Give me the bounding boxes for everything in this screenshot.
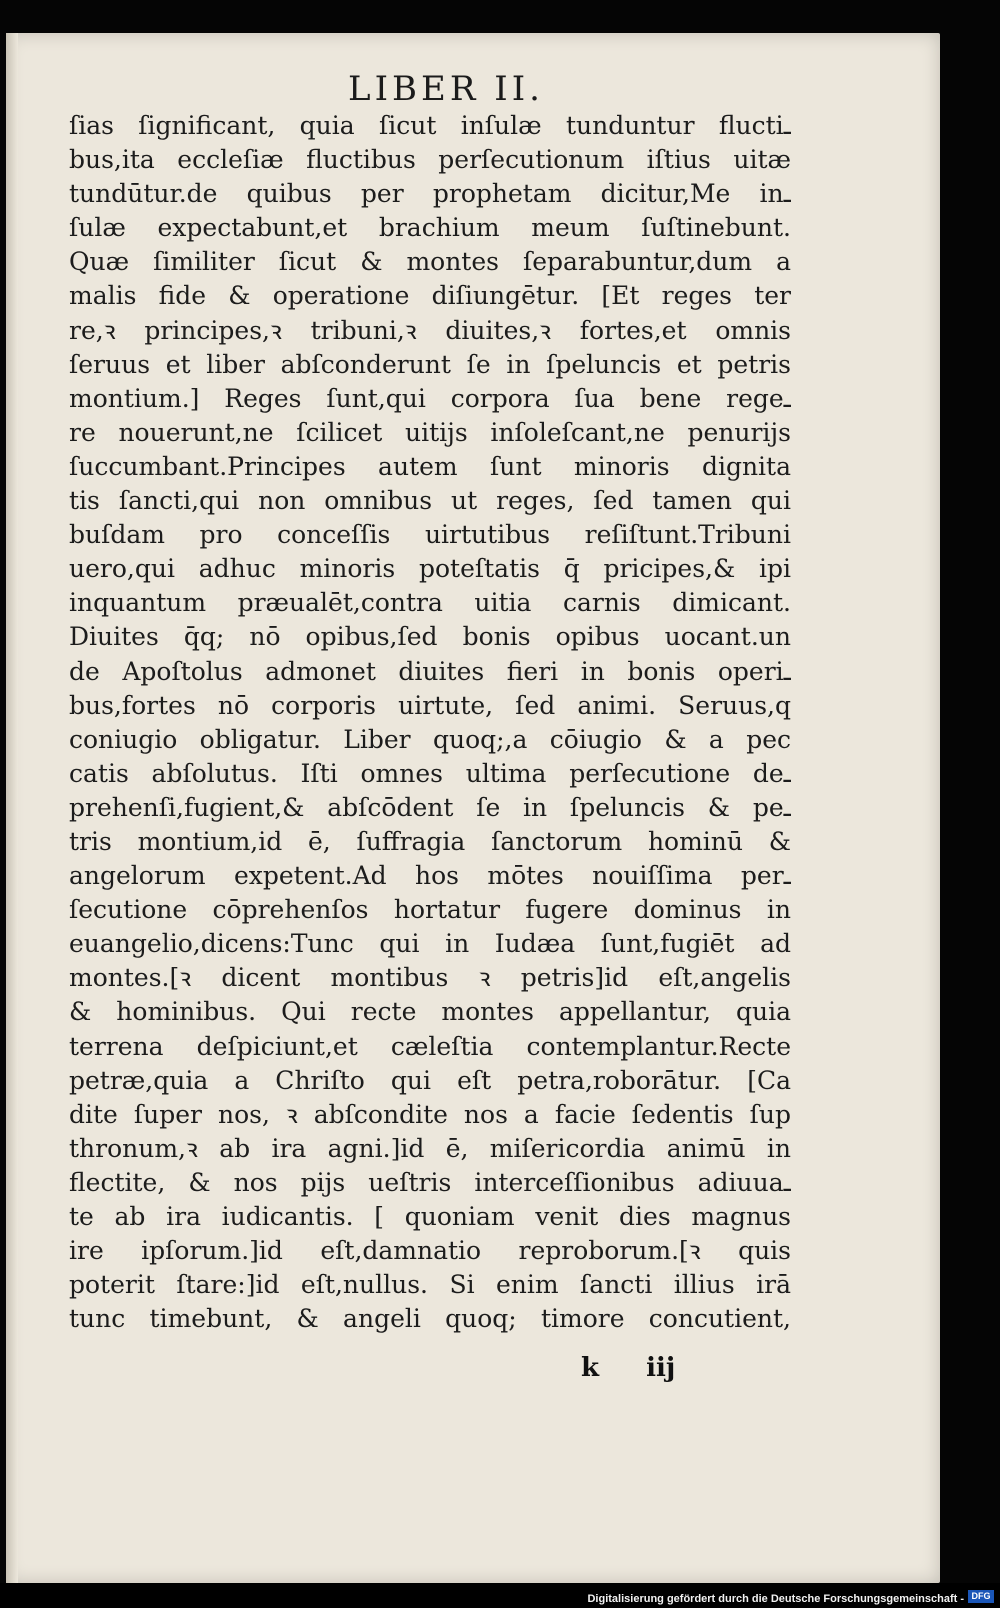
text-line: uero,qui adhuc minoris poteſtatis q̄ pricipes,& ipi <box>69 554 791 584</box>
text-line: thronum,ꝛ ab ira agni.]id ē, miſericordia animū in <box>69 1133 791 1163</box>
text-line: tis ſancti,qui non omnibus ut reges, ſed tamen qui <box>69 486 791 516</box>
text-line: Quæ ſimiliter ſicut & montes ſeparabuntur,dum a <box>69 247 791 277</box>
text-line: & hominibus. Qui recte montes appellantur, quia <box>69 997 791 1027</box>
text-line: ire ipſorum.]id eſt,damnatio reproborum.[ꝛ quis <box>69 1236 791 1266</box>
text-line: petræ,quia a Chriſto qui eſt petra,roborātur. [Ca <box>69 1065 791 1095</box>
signature-mark: k iij <box>581 1353 676 1383</box>
text-line: prehenſi,fugient,& abſcōdent ſe in ſpeluncis & peـ <box>69 792 791 822</box>
text-line: malis fide & operatione diſiungētur. [Et reges ter <box>69 281 791 311</box>
text-line: flectite, & nos pijs ueſtris interceſſionibus adiuuaـ <box>69 1167 791 1197</box>
text-line: catis abſolutus. Iſti omnes ultima perſecutione deـ <box>69 758 791 788</box>
text-line: bus,fortes nō corporis uirtute, ſed animi. Seruus,q <box>69 690 791 720</box>
text-line: tunc timebunt, & angeli quoq; timore concutient, <box>69 1304 791 1334</box>
text-line: montium.] Reges ſunt,qui corpora ſua bene regeـ <box>69 383 791 413</box>
footer-bar <box>0 1583 1000 1608</box>
text-block <box>69 109 791 1336</box>
text-line: bus,ita eccleſiæ fluctibus perſecutionum iſtius uitæ <box>69 145 791 175</box>
text-line: re nouerunt,ne ſcilicet uitijs inſoleſcant,ne penurijs <box>69 417 791 447</box>
text-line: te ab ira iudicantis. [ quoniam venit dies magnus <box>69 1202 791 1231</box>
text-line: ſuccumbant.Principes autem ſunt minoris dignita <box>69 451 791 481</box>
text-line: ſulæ expectabunt,et brachium meum ſuſtinebunt. <box>69 213 791 243</box>
text-line: ſecutione cōprehenſos hortatur fugere dominus in <box>69 895 791 925</box>
text-line: angelorum expetent.Ad hos mōtes nouiſſima perـ <box>69 861 791 891</box>
text-line: inquantum præualēt,contra uitia carnis dimicant. <box>69 588 791 618</box>
text-line: tundūtur.de quibus per prophetam dicitur,Me inـ <box>69 179 791 209</box>
text-line: ſeruus et liber abſconderunt ſe in ſpeluncis et petris <box>69 349 791 379</box>
text-line: re,ꝛ principes,ꝛ tribuni,ꝛ diuites,ꝛ fortes,et omnis <box>69 315 791 345</box>
text-line: poterit ſtare:]id eſt,nullus. Si enim ſancti illius irā <box>69 1270 791 1300</box>
text-line: dite ſuper nos, ꝛ abſcondite nos a facie ſedentis ſup <box>69 1099 791 1129</box>
text-line: buſdam pro conceſſis uirtutibus reſiſtunt.Tribuni <box>69 520 791 550</box>
page-gutter <box>6 33 18 1583</box>
book-page <box>6 33 940 1583</box>
funding-credit: Digitalisierung gefördert durch die Deutsche Forschungsgemeinschaft - <box>587 1593 964 1605</box>
text-line: euangelio,dicens:Tunc qui in Iudæa ſunt,fugiēt ad <box>69 929 791 959</box>
text-line: ſias ſignificant, quia ſicut inſulæ tunduntur fluctiـ <box>69 111 791 140</box>
text-line: coniugio obligatur. Liber quoq;,a cōiugio & a pec <box>69 724 791 754</box>
text-line: montes.[ꝛ dicent montibus ꝛ petris]id eſt,angelis <box>69 963 791 993</box>
text-line: de Apoſtolus admonet diuites fieri in bonis operiـ <box>69 656 791 686</box>
text-line: Diuites q̄q; nō opibus,ſed bonis opibus uocant.un <box>69 622 791 652</box>
running-head: LIBER II. <box>348 69 544 109</box>
text-line: tris montium,id ē, ſuffragia ſanctorum hominū & <box>69 826 791 856</box>
dfg-logo: DFG <box>968 1590 994 1603</box>
text-line: terrena deſpiciunt,et cæleſtia contemplantur.Recte <box>69 1031 791 1061</box>
